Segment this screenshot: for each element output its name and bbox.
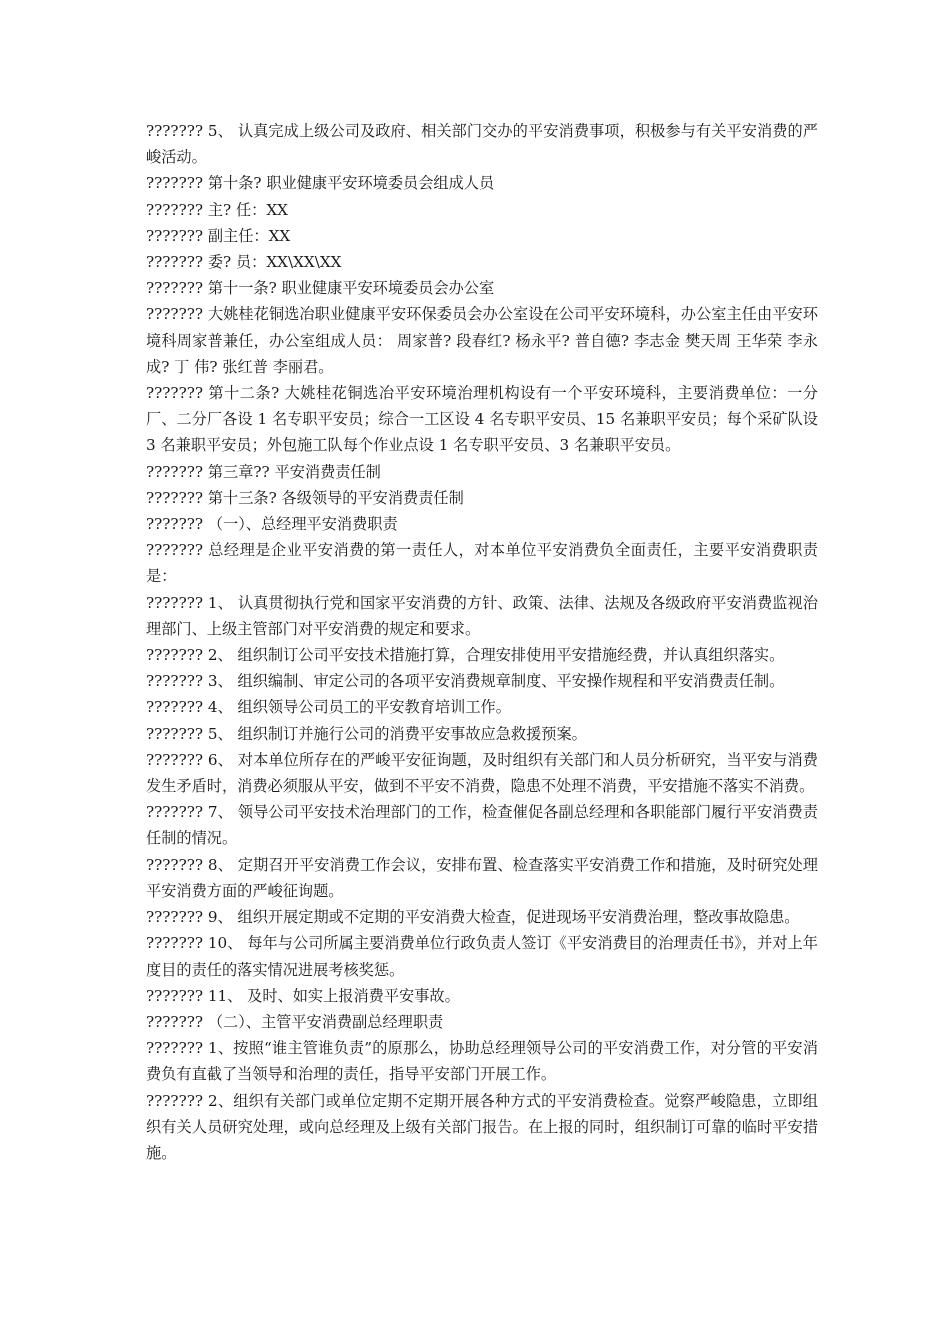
gm-duty-9: ??????? 9、 组织开展定期或不定期的平安消费大检查，促进现场平安消费治理，整改事故隐患。 — [146, 908, 800, 927]
gm-duty-7: ??????? 7、 领导公司平安技术治理部门的工作，检查催促各副总经理和各职能部门履行平安消费责任制的情况。 — [146, 803, 818, 848]
article-12-paragraph: ??????? 第十二条? 大姚桂花铜选冶平安环境治理机构设有一个平安环境科，主要消费单位：一分厂、二分厂各设 1 名专职平安员；综合一工区设 4 名专职平安员、15 名兼职平安员；每个采矿队设 3 名兼职平安员；外包施工队每个作业点设 1 名专职平安员、3 名兼职平安员。 — [146, 384, 818, 455]
deputy-gm-duty-2: ??????? 2、组织有关部门或单位定期不定期开展各种方式的平安消费检查。觉察严峻隐患，立即组织有关人员研究处理，或向总经理及上级有关部门报告。在上报的同时，组织制订可靠的临时平安措施。 — [146, 1091, 818, 1162]
gm-duty-10: ??????? 10、 每年与公司所属主要消费单位行政负责人签订《平安消费目的治理责任书》，并对上年度目的责任的落实情况进展考核奖惩。 — [146, 934, 818, 979]
article-13-heading: ??????? 第十三条? 各级领导的平安消费责任制 — [146, 488, 464, 507]
gm-duty-1: ??????? 1、 认真贯彻执行党和国家平安消费的方针、政策、法律、法规及各级政府平安消费监视治理部门、上级主管部门对平安消费的规定和要求。 — [146, 593, 818, 638]
gm-duty-3: ??????? 3、 组织编制、审定公司的各项平安消费规章制度、平安操作规程和平安消费责任制。 — [146, 672, 785, 691]
document-body — [146, 118, 818, 1166]
committee-deputy-director: ??????? 副主任：XX — [146, 226, 291, 245]
office-composition-paragraph: ??????? 大姚桂花铜选冶职业健康平安环保委员会办公室设在公司平安环境科，办公室主任由平安环境科周家普兼任，办公室组成人员： 周家普? 段春红? 杨永平? 普自德? 李志金 樊天周 王华荣 李永成? 丁 伟? 张红普 李丽君。 — [146, 305, 818, 376]
article-11-heading: ??????? 第十一条? 职业健康平安环境委员会办公室 — [146, 279, 495, 298]
gm-duty-4: ??????? 4、 组织领导公司员工的平安教育培训工作。 — [146, 698, 511, 717]
gm-duty-8: ??????? 8、 定期召开平安消费工作会议，安排布置、检查落实平安消费工作和措施，及时研究处理平安消费方面的严峻征询题。 — [146, 855, 818, 900]
chapter-3-heading: ??????? 第三章?? 平安消费责任制 — [146, 462, 381, 481]
gm-duty-2: ??????? 2、 组织制订公司平安技术措施打算，合理安排使用平安措施经费，并认真组织落实。 — [146, 646, 785, 665]
gm-duty-5: ??????? 5、 组织制订并施行公司的消费平安事故应急救援预案。 — [146, 724, 587, 743]
deputy-gm-duty-1: ??????? 1、按照“谁主管谁负责”的原那么，协助总经理领导公司的平安消费工作，对分管的平安消费负有直截了当领导和治理的责任，指导平安部门开展工作。 — [146, 1039, 818, 1084]
gm-duty-11: ??????? 11、 及时、如实上报消费平安事故。 — [146, 986, 460, 1005]
committee-director: ??????? 主? 任：XX — [146, 200, 288, 219]
gm-duty-6: ??????? 6、 对本单位所存在的严峻平安征询题，及时组织有关部门和人员分析研究，当平安与消费发生矛盾时，消费必须服从平安，做到不平安不消费，隐患不处理不消费，平安措施不落实不消费。 — [146, 750, 818, 796]
article-10-heading: ??????? 第十条? 职业健康平安环境委员会组成人员 — [146, 174, 495, 193]
committee-members: ??????? 委? 员：XX\XX\XX — [146, 253, 342, 272]
section-general-manager-heading: ??????? （一）、总经理平安消费职责 — [146, 515, 398, 534]
section-deputy-gm-heading: ??????? （二）、主管平安消费副总经理职责 — [146, 1012, 444, 1031]
general-manager-intro: ??????? 总经理是企业平安消费的第一责任人，对本单位平安消费负全面责任，主要平安消费职责是： — [146, 541, 818, 586]
paragraph-item-5-tasks: ??????? 5、 认真完成上级公司及政府、相关部门交办的平安消费事项，积极参与有关平安消费的严峻活动。 — [146, 122, 818, 167]
